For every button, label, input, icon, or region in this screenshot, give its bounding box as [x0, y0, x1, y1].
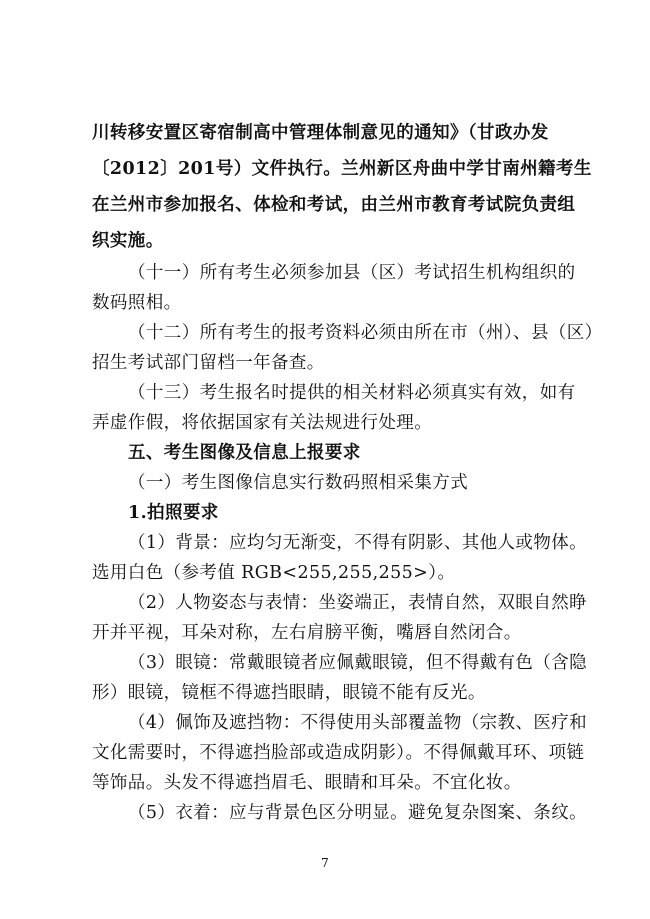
paragraph-line: 〔2012〕201号）文件执行。兰州新区舟曲中学甘南州籍考生	[92, 159, 592, 179]
paragraph-line: （十二）所有考生的报考资料必须由所在市（州）、县（区）	[128, 323, 603, 343]
paragraph-line: 织实施。	[92, 231, 164, 251]
paragraph-line: 等饰品。头发不得遮挡眉毛、眼睛和耳朵。不宜化妆。	[92, 773, 522, 793]
paragraph-line: （十一）所有考生必须参加县（区）考试招生机构组织的	[128, 263, 576, 283]
paragraph-line: （2）人物姿态与表情：坐姿端正，表情自然，双眼自然睁	[128, 593, 588, 613]
page-number: 7	[321, 856, 329, 870]
paragraph-line: 选用白色（参考值 RGB<255,255,255>）。	[92, 563, 456, 583]
paragraph-line: （5）衣着：应与背景色区分明显。避免复杂图案、条纹。	[128, 803, 588, 823]
subsection-heading: （一）考生图像信息实行数码照相采集方式	[128, 473, 469, 493]
item-heading: 1.拍照要求	[128, 503, 219, 523]
paragraph-line: 开并平视，耳朵对称，左右肩膀平衡，嘴唇自然闭合。	[92, 623, 522, 643]
paragraph-line: 川转移安置区寄宿制高中管理体制意见的通知》（甘政办发	[92, 123, 549, 143]
paragraph-line: 数码照相。	[92, 293, 182, 313]
paragraph-line: 弄虚作假，将依据国家有关法规进行处理。	[92, 413, 433, 433]
paragraph-line: （3）眼镜：常戴眼镜者应佩戴眼镜，但不得戴有色（含隐	[128, 653, 588, 673]
paragraph-line: 在兰州市参加报名、体检和考试，由兰州市教育考试院负责组	[92, 195, 576, 215]
paragraph-line: （1）背景：应均匀无渐变，不得有阴影、其他人或物体。	[128, 533, 588, 553]
paragraph-line: （4）佩饰及遮挡物：不得使用头部覆盖物（宗教、医疗和	[128, 713, 588, 733]
paragraph-line: （十三）考生报名时提供的相关材料必须真实有效，如有	[128, 383, 576, 403]
paragraph-line: 招生考试部门留档一年备查。	[92, 353, 325, 373]
section-heading: 五、考生图像及信息上报要求	[128, 443, 361, 463]
paragraph-line: 形）眼镜，镜框不得遮挡眼睛，眼镜不能有反光。	[92, 683, 486, 703]
paragraph-line: 文化需要时，不得遮挡脸部或造成阴影）。不得佩戴耳环、项链	[92, 743, 585, 763]
